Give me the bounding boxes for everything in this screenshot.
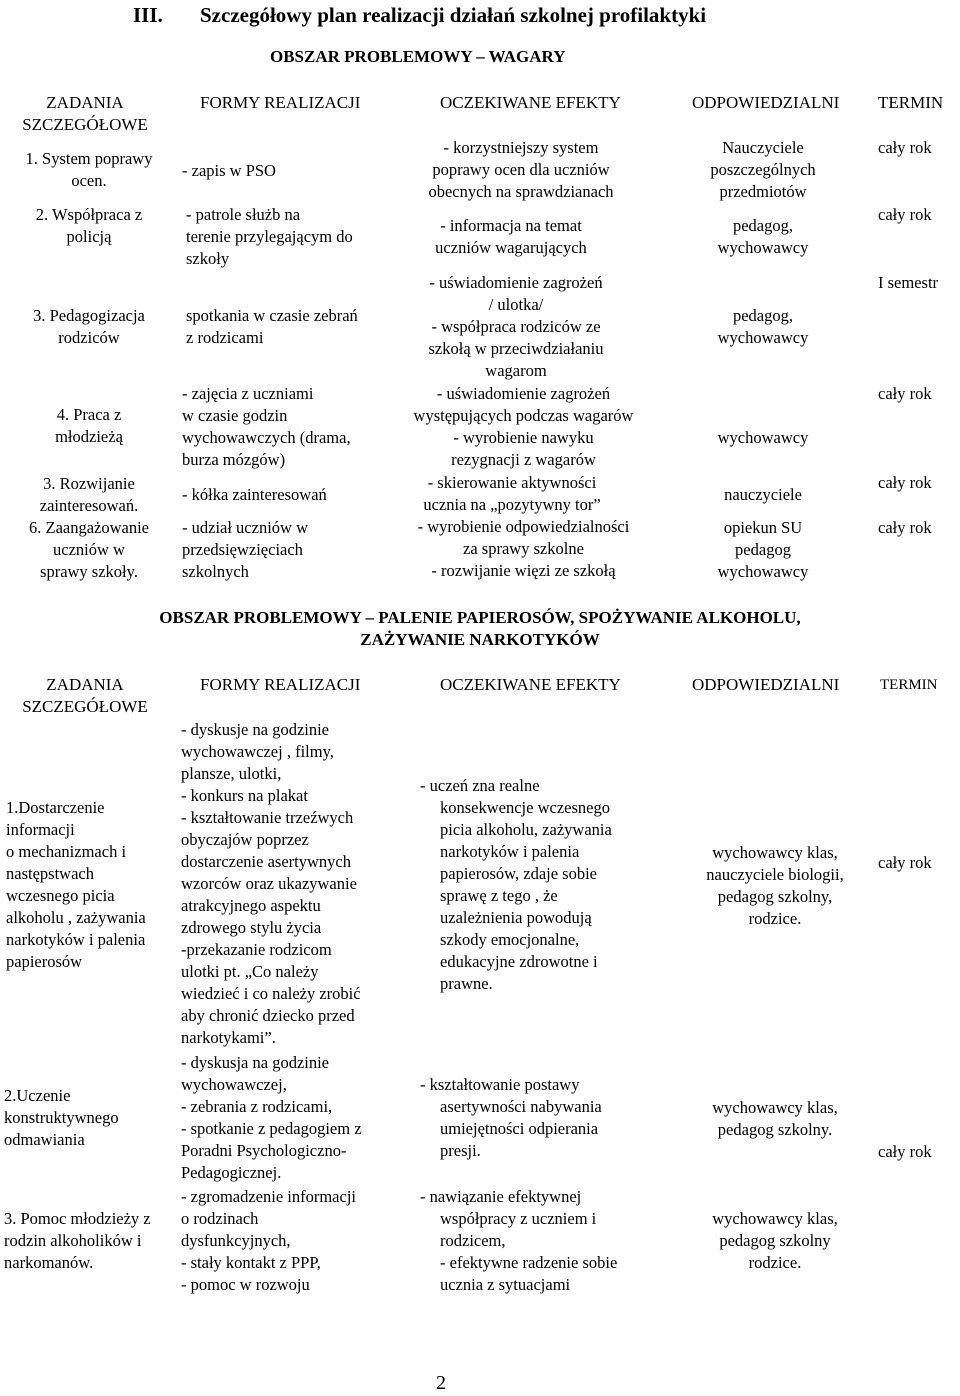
area1-header-formy: FORMY REALIZACJI xyxy=(200,93,361,112)
area2-termin-1: cały rok xyxy=(878,853,932,872)
area2-header-zadania: ZADANIA SZCZEGÓŁOWE xyxy=(22,675,148,716)
area2-termin-2: cały rok xyxy=(878,1142,932,1161)
area1-header-efekty: OCZEKIWANE EFEKTY xyxy=(440,93,621,112)
area1-header-zadania: ZADANIA SZCZEGÓŁOWE xyxy=(22,93,148,134)
area2-header-formy: FORMY REALIZACJI xyxy=(200,675,361,694)
area1-efekt-2: - informacja na temat uczniów wagarujących xyxy=(435,216,587,257)
area1-efekt-4: - uświadomienie zagrożeń występujących podczas wagarów - wyrobienie nawyku rezygnacji z wagarów xyxy=(413,384,634,469)
area1-efekt-5: - skierowanie aktywności ucznia na „pozytywny tor” xyxy=(423,473,601,514)
area1-odpow-5: nauczyciele xyxy=(724,485,802,504)
area2-header-odpow: ODPOWIEDZIALNI xyxy=(692,675,840,694)
area1-forma-3: spotkania w czasie zebrań z rodzicami xyxy=(186,306,358,347)
area2-forma-3: - zgromadzenie informacji o rodzinach dysfunkcyjnych, - stały kontakt z PPP, - pomoc w rozwoju xyxy=(181,1187,356,1294)
area1-forma-6: - udział uczniów w przedsięwzięciach szkolnych xyxy=(182,518,308,581)
area2-zadanie-2: 2.Uczenie konstruktywnego odmawiania xyxy=(4,1086,119,1149)
area1-termin-4: cały rok xyxy=(878,384,932,403)
area1-zadanie-4: 4. Praca z młodzieżą xyxy=(55,405,123,446)
area2-odpow-1: wychowawcy klas, nauczyciele biologii, pedagog szkolny, rodzice. xyxy=(706,843,844,928)
area1-termin-5: cały rok xyxy=(878,473,932,492)
area2-odpow-2: wychowawcy klas, pedagog szkolny. xyxy=(712,1098,838,1139)
area2-zadanie-3: 3. Pomoc młodzieży z rodzin alkoholików i narkomanów. xyxy=(4,1209,151,1272)
area1-odpow-2: pedagog, wychowawcy xyxy=(717,216,809,257)
area1-efekt-6: - wyrobienie odpowiedzialności za sprawy szkolne - rozwijanie więzi ze szkołą xyxy=(417,517,630,580)
area1-efekt-3: - uświadomienie zagrożeń / ulotka/ - współpraca rodziców ze szkołą w przeciwdziałaniu wagarom xyxy=(428,273,604,380)
area1-forma-2: - patrole służb na terenie przylegającym do szkoły xyxy=(186,205,353,268)
section-title: Szczegółowy plan realizacji działań szkolnej profilaktyki xyxy=(200,3,707,27)
area2-forma-1: - dyskusje na godzinie wychowawczej , filmy, plansze, ulotki, - konkurs na plakat - kształtowanie trzeźwych obyczajów poprzez dostarczenie asertywnych wzorców oraz ukazywanie atrakcyjnego aspektu zdrowego stylu życia -przekazanie rodzicom ulotki pt. „Co należy wiedzieć i co należy zrobić aby chronić dziecko przed narkotykami”. xyxy=(181,720,361,1047)
area1-zadanie-5: 3. Rozwijanie zainteresowań. xyxy=(39,474,139,515)
page-number: 2 xyxy=(436,1372,446,1394)
area1-odpow-4: wychowawcy xyxy=(717,428,809,447)
area1-odpow-6: opiekun SU pedagog wychowawcy xyxy=(717,518,809,581)
area1-header-odpow: ODPOWIEDZIALNI xyxy=(692,93,840,112)
area1-termin-1: cały rok xyxy=(878,138,932,157)
area1-efekt-1: - korzystniejszy system poprawy ocen dla uczniów obecnych na sprawdzianach xyxy=(428,138,614,201)
area1-zadanie-2: 2. Współpraca z policją xyxy=(35,205,143,246)
area1-zadanie-6: 6. Zaangażowanie uczniów w sprawy szkoły. xyxy=(28,518,150,581)
area2-header-efekty: OCZEKIWANE EFEKTY xyxy=(440,675,621,694)
area1-forma-1: - zapis w PSO xyxy=(182,161,276,180)
area2-efekt-2: - kształtowanie postawy asertywności nabywania umiejętności odpierania presji. xyxy=(420,1075,602,1160)
area2-header-termin: TERMIN xyxy=(880,677,938,693)
area1-termin-2: cały rok xyxy=(878,205,932,224)
area1-termin-3: I semestr xyxy=(878,273,939,292)
area1-zadanie-1: 1. System poprawy ocen. xyxy=(25,149,153,190)
section-number: III. xyxy=(133,3,163,27)
area2-forma-2: - dyskusja na godzinie wychowawczej, - zebrania z rodzicami, - spotkanie z pedagogiem z Poradni Psychologiczno- Pedagogicznej. xyxy=(181,1053,362,1182)
area2-zadanie-1: 1.Dostarczenie informacji o mechanizmach i następstwach wczesnego picia alkoholu , zażywania narkotyków i palenia papierosów xyxy=(6,798,146,971)
area1-zadanie-3: 3. Pedagogizacja rodziców xyxy=(33,306,145,347)
area1-forma-5: - kółka zainteresowań xyxy=(182,485,327,504)
area2-efekt-3: - nawiązanie efektywnej współpracy z uczniem i rodzicem, - efektywne radzenie sobie ucznia z sytuacjami xyxy=(420,1187,618,1294)
area1-odpow-1: Nauczyciele poszczególnych przedmiotów xyxy=(710,138,816,201)
area1-title: OBSZAR PROBLEMOWY – WAGARY xyxy=(270,47,566,66)
area1-termin-6: cały rok xyxy=(878,518,932,537)
area1-odpow-3: pedagog, wychowawcy xyxy=(717,306,809,347)
area1-header-termin: TERMIN xyxy=(878,93,944,112)
area2-title: OBSZAR PROBLEMOWY – PALENIE PAPIEROSÓW, SPOŻYWANIE ALKOHOLU, ZAŻYWANIE NARKOTYKÓW xyxy=(159,608,801,649)
area1-forma-4: - zajęcia z uczniami w czasie godzin wychowawczych (drama, burza mózgów) xyxy=(182,384,351,469)
area2-odpow-3: wychowawcy klas, pedagog szkolny rodzice. xyxy=(712,1209,838,1272)
area2-efekt-1: - uczeń zna realne konsekwencje wczesnego picia alkoholu, zażywania narkotyków i palenia papierosów, zdaje sobie sprawę z tego , że uzależnienia powodują szkody emocjonalne, edukacyjne zdrowotne i prawne. xyxy=(420,776,612,993)
